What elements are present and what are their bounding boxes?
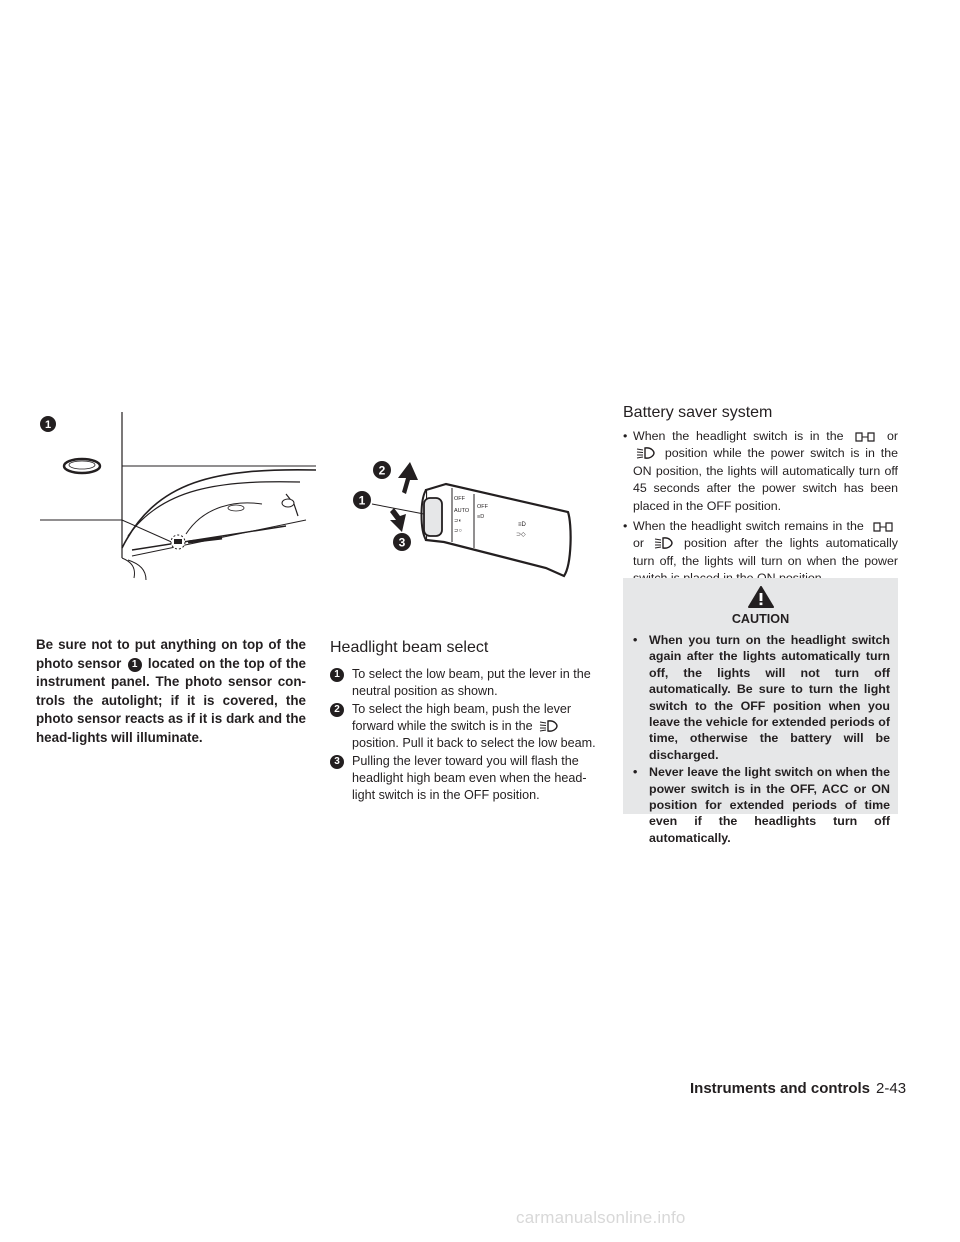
svg-text:2: 2 <box>378 463 386 478</box>
section-name: Instruments and controls <box>690 1080 871 1097</box>
step-text: position. Pull it back to select the low beam. <box>352 736 596 750</box>
svg-text:⊃○: ⊃○ <box>454 528 462 534</box>
step-item <box>330 701 600 752</box>
step-number: 1 <box>330 668 344 682</box>
lever-arm <box>426 484 571 576</box>
warning-triangle-icon <box>748 586 774 608</box>
step-text: Pulling the lever toward you will flash the headlight high beam even when the head-light switch is in the OFF position. <box>352 754 587 802</box>
svg-text:1: 1 <box>358 493 366 508</box>
step-item <box>330 666 600 700</box>
page-number: 2-43 <box>876 1080 907 1097</box>
headlight-lever-figure <box>340 456 585 586</box>
svg-text:≡D: ≡D <box>518 522 526 528</box>
caution-item: • Never leave the light switch on when the power switch is in the OFF, ACC or ON position for extended periods of time even if the headlights turn off automatically. <box>633 765 890 845</box>
caution-box <box>623 578 898 845</box>
battery-saver-body <box>623 428 898 591</box>
svg-text:⊃◇: ⊃◇ <box>516 532 526 538</box>
headlight-icon <box>539 719 559 733</box>
figure2-callout-1 <box>353 491 371 509</box>
step-number: 3 <box>330 755 344 769</box>
svg-text:3: 3 <box>398 535 406 550</box>
step-text: To select the low beam, put the lever in the neutral position as shown. <box>352 667 591 698</box>
watermark: carmanualsonline.info <box>516 1208 686 1227</box>
step-text: To select the high beam, push the lever forward while the switch is in the <box>352 702 572 733</box>
list-item: • When the headlight switch remains in the or position after the lights automatically turn off, the lights will turn on when the power <box>623 519 898 568</box>
photo-sensor-figure <box>36 408 316 598</box>
svg-text:⊃◐: ⊃◐ <box>454 518 462 524</box>
caution-item: • When you turn on the headlight switch again after the lights automatically turn off, the lights will not turn off automatically. Be sure to turn the light switch to the OFF position when you leave the vehicle for extended periods of time, otherwise the battery will be discharged. <box>633 633 890 762</box>
photo-sensor-note <box>36 636 306 748</box>
headlight-icon <box>636 446 656 460</box>
svg-text:AUTO: AUTO <box>454 508 470 514</box>
battery-saver-title: Battery saver system <box>623 404 773 421</box>
list-item: • When the headlight switch is in the or position while the power switch is in the ON position, the lights will automatically turn off 45 seconds after the power switch has been placed in the OFF position. <box>623 429 898 513</box>
svg-text:OFF: OFF <box>454 496 465 502</box>
parking-light-icon <box>871 521 895 533</box>
callout-marker: 1 <box>128 658 142 672</box>
headlight-icon <box>654 536 674 550</box>
svg-text:1: 1 <box>44 419 52 431</box>
photo-sensor-note-text-b: located on the top of the instrument panel. The photo sensor con-trols the autolight; if it is covered, the photo sensor reacts as if it is dark and the head-lights will illuminate. <box>36 655 306 745</box>
caution-list <box>633 632 890 846</box>
headlight-beam-steps <box>330 666 600 805</box>
headlight-beam-title: Headlight beam select <box>330 639 489 656</box>
figure1-callout <box>40 416 56 432</box>
svg-text:OFF: OFF <box>477 504 488 510</box>
figure2-callout-2 <box>373 461 391 479</box>
step-item <box>330 753 600 804</box>
parking-light-icon <box>853 431 877 443</box>
figure2-callout-3 <box>393 533 411 551</box>
page-footer <box>690 1080 930 1097</box>
step-number: 2 <box>330 703 344 717</box>
photo-sensor-note-text-a: Be sure not to put anything on top of the photo sensor <box>36 637 306 671</box>
svg-text:≡D: ≡D <box>477 514 485 520</box>
caution-title: CAUTION <box>731 612 790 626</box>
